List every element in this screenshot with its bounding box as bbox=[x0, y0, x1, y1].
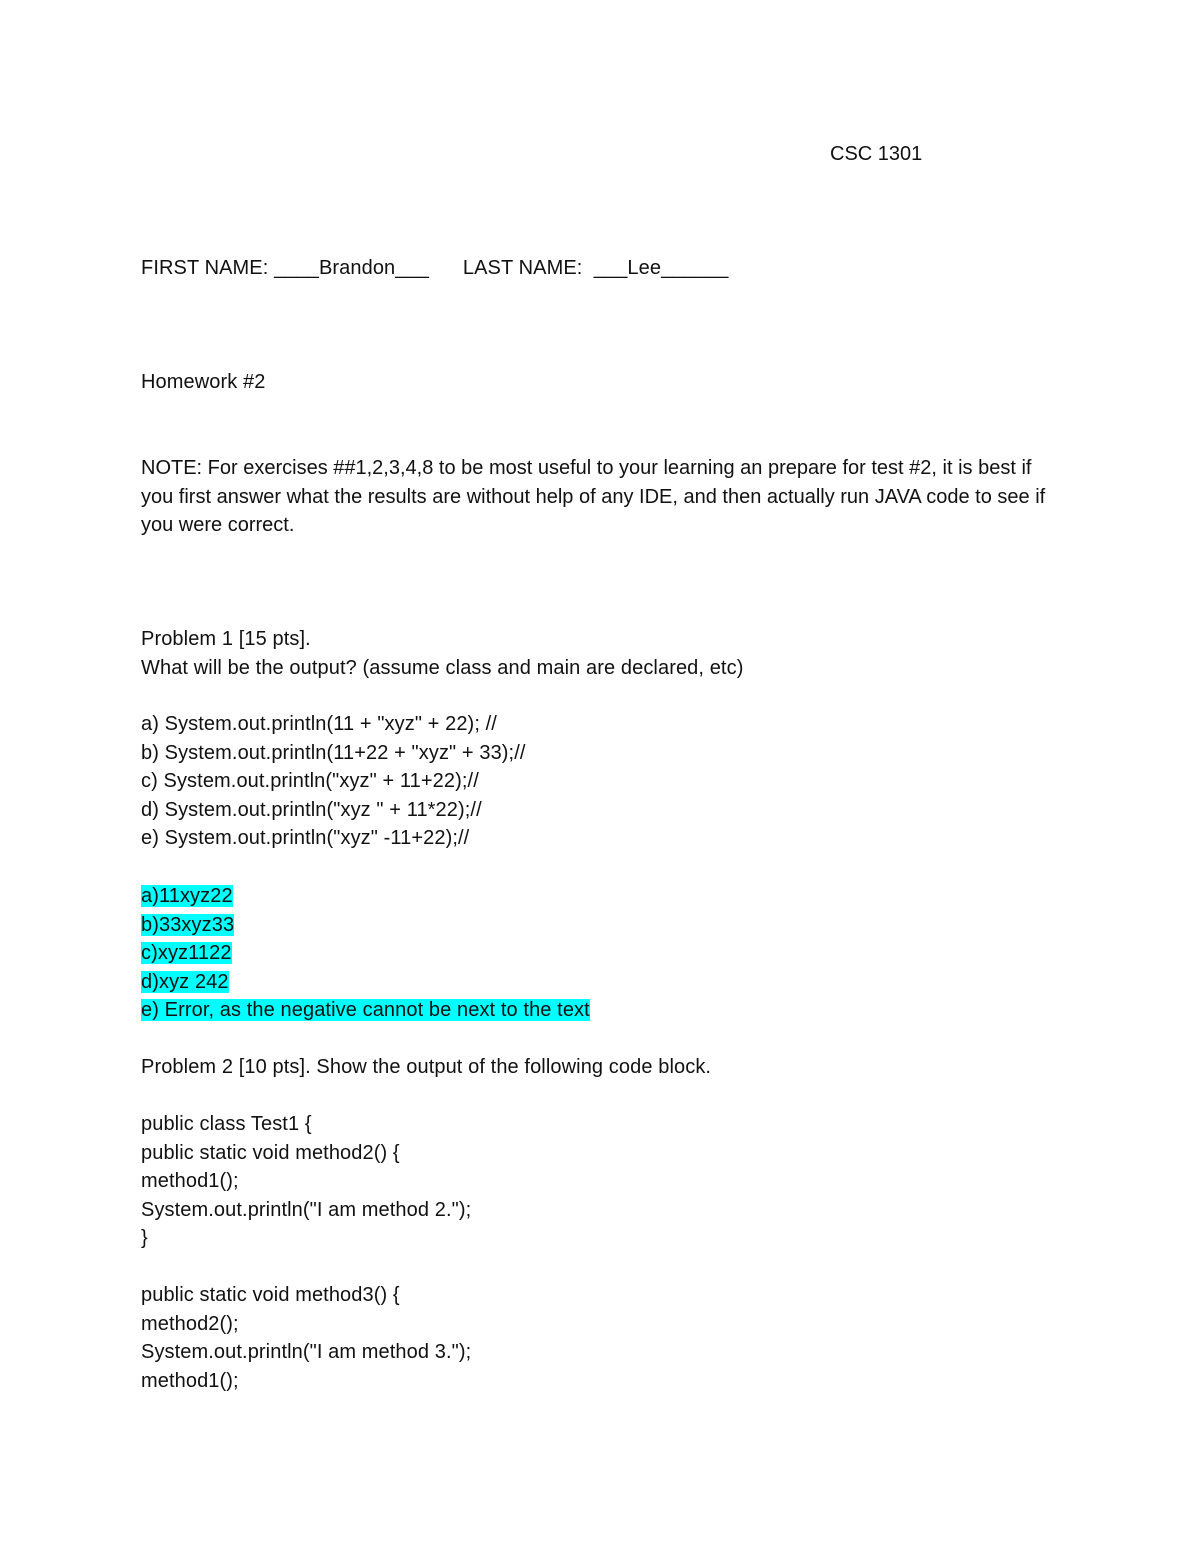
problem-1-section bbox=[141, 625, 743, 682]
problem-1-item: b) System.out.println(11+22 + "xyz" + 33);// bbox=[141, 741, 526, 764]
highlighted-answer: d)xyz 242 bbox=[141, 970, 229, 993]
highlighted-answer: a)11xyz22 bbox=[141, 885, 233, 907]
code-line: method1(); bbox=[141, 1369, 239, 1392]
code-line: System.out.println("I am method 3."); bbox=[141, 1341, 472, 1363]
code-line: System.out.println("I am method 2."); bbox=[141, 1198, 472, 1221]
homework-title: Homework #2 bbox=[141, 371, 266, 393]
highlighted-answer: c)xyz1122 bbox=[141, 942, 232, 964]
highlighted-answer: b)33xyz33 bbox=[141, 913, 235, 936]
code-line: method2(); bbox=[141, 1312, 239, 1335]
code-line: method1(); bbox=[141, 1170, 239, 1192]
code-line: public static void method2() { bbox=[141, 1141, 400, 1164]
problem-2-heading: Problem 2 [10 pts]. Show the output of the following code block. bbox=[141, 1056, 712, 1078]
problem-1-item: a) System.out.println(11 + "xyz" + 22); // bbox=[141, 713, 497, 735]
code-line: public class Test1 { bbox=[141, 1113, 312, 1135]
problem-1-answers bbox=[141, 882, 590, 1025]
problem-1-question: What will be the output? (assume class and main are declared, etc) bbox=[141, 656, 744, 679]
name-line: FIRST NAME: ____Brandon___ LAST NAME: ___Lee______ bbox=[141, 257, 729, 279]
problem-1-item: c) System.out.println("xyz" + 11+22);// bbox=[141, 770, 479, 792]
code-block-2 bbox=[141, 1281, 471, 1395]
problem-1-heading: Problem 1 [15 pts]. bbox=[141, 628, 311, 650]
problem-1-item: d) System.out.println("xyz " + 11*22);// bbox=[141, 798, 482, 821]
highlighted-answer: e) Error, as the negative cannot be next to the text bbox=[141, 999, 590, 1021]
code-line: public static void method3() { bbox=[141, 1284, 400, 1306]
note-paragraph: NOTE: For exercises ##1,2,3,4,8 to be most useful to your learning an prepare for test #2, it is best if you first answer what the results are without help of any IDE, and then actually run JAVA code to see if you were correct. bbox=[141, 457, 1046, 536]
code-line: } bbox=[141, 1227, 148, 1249]
problem-1-item: e) System.out.println("xyz" -11+22);// bbox=[141, 827, 470, 849]
course-code: CSC 1301 bbox=[830, 143, 923, 165]
problem-1-items bbox=[141, 710, 526, 853]
code-block-1 bbox=[141, 1110, 471, 1253]
